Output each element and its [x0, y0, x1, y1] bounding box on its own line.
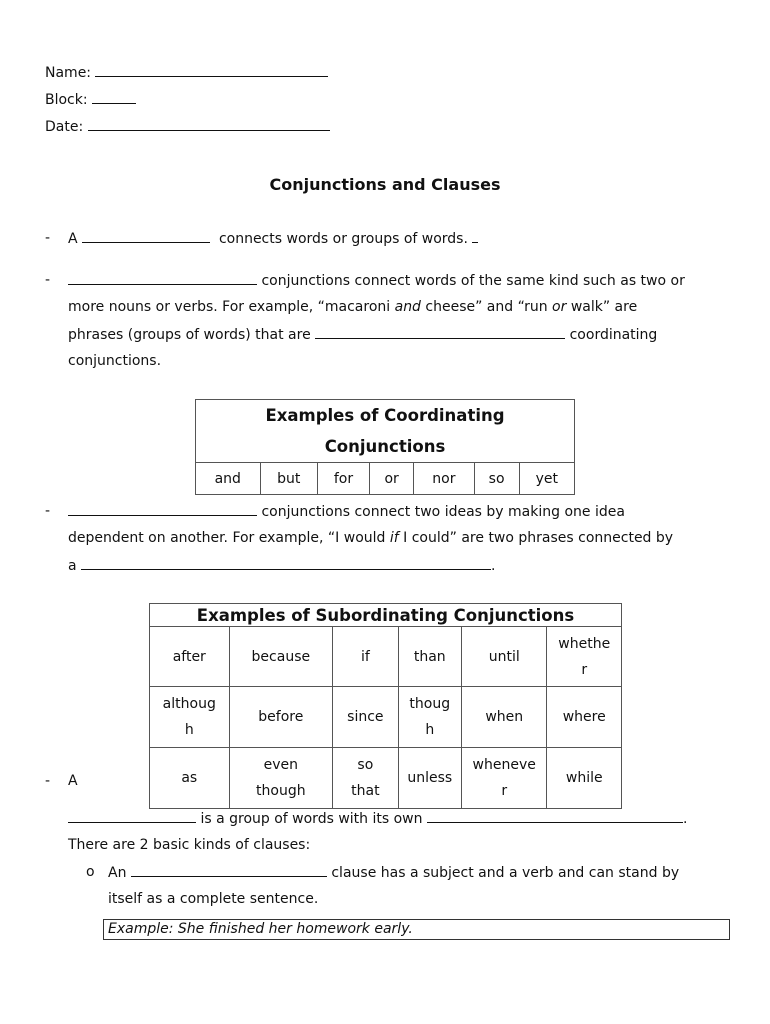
subordinating-cell: [547, 748, 622, 809]
section-4-blank-3[interactable]: [131, 862, 327, 877]
date-blank[interactable]: [88, 116, 330, 131]
section-2-line-4: conjunctions.: [68, 353, 162, 369]
subordinating-word-wrap: r: [581, 661, 588, 678]
section-4-sub-post: clause has a subject and a verb and can stand by: [331, 865, 680, 881]
section-2-line-3-post: coordinating: [569, 327, 658, 343]
coordinating-item: nor: [414, 463, 474, 495]
section-4-line-2: [68, 808, 687, 829]
section-4-blank-2[interactable]: [427, 808, 683, 823]
section-3-line-2: [68, 528, 673, 548]
subordinating-word-wrap: that: [351, 783, 380, 799]
subordinating-cell: [398, 748, 461, 809]
subordinating-word: as: [181, 770, 198, 786]
block-label: Block:: [45, 92, 88, 108]
subordinating-table-title: Examples of Subordinating Conjunctions: [150, 604, 622, 627]
page-title: Conjunctions and Clauses: [269, 175, 501, 194]
section-2-line-2-c: walk” are: [566, 299, 638, 315]
section-2-line-1: [68, 270, 685, 291]
subordinating-cell: [150, 627, 230, 687]
bullet-2: -: [45, 272, 51, 288]
subordinating-cell: [461, 748, 547, 809]
section-4-sub-pre: An: [108, 865, 127, 881]
block-blank[interactable]: [92, 89, 136, 104]
section-2-blank-1[interactable]: [68, 270, 257, 285]
section-3-line-3-pre: a: [68, 558, 77, 574]
subordinating-cell: [461, 627, 547, 687]
section-3-line-1-text: conjunctions connect two ideas by making one idea: [261, 504, 625, 520]
coordinating-table-title: [196, 400, 575, 463]
coordinating-title-line-2: Conjunctions: [324, 437, 446, 456]
section-4-blank-1[interactable]: [68, 808, 196, 823]
date-label: Date:: [45, 119, 84, 135]
section-2-line-3-pre: phrases (groups of words) that are: [68, 327, 311, 343]
coordinating-table: [195, 399, 575, 495]
subordinating-table: [149, 603, 622, 809]
subordinating-word: until: [488, 648, 520, 665]
name-label: Name:: [45, 65, 92, 81]
section-2-line-2-b: cheese” and “run: [420, 299, 553, 315]
subordinating-word: wheneve: [472, 757, 536, 773]
subordinating-word: althoug: [162, 696, 216, 712]
subordinating-word: after: [172, 648, 206, 665]
section-2-em-or: or: [552, 299, 567, 315]
section-4-sub-line-2: itself as a complete sentence.: [108, 891, 319, 907]
subordinating-row: [150, 748, 622, 809]
coordinating-item: so: [474, 463, 519, 495]
coordinating-item: but: [260, 463, 317, 495]
bullet-1: -: [45, 230, 51, 246]
subordinating-cell: [229, 687, 333, 748]
bullet-4: -: [45, 773, 51, 789]
section-2-line-1-text: conjunctions connect words of the same kind such as two or: [261, 273, 685, 289]
subordinating-word: whethe: [558, 635, 611, 652]
section-3-blank-2[interactable]: [81, 555, 491, 570]
section-3-line-2-a: dependent on another. For example, “I would: [68, 530, 390, 546]
coordinating-title-line-1: Examples of Coordinating: [265, 406, 505, 425]
subordinating-word: than: [413, 648, 446, 665]
subordinating-word: since: [347, 709, 384, 725]
section-4-line-2-text: is a group of words with its own: [200, 811, 423, 827]
subordinating-word: before: [258, 709, 304, 725]
subordinating-word-wrap: though: [256, 783, 306, 799]
coordinating-item: and: [196, 463, 261, 495]
section-3-blank-1[interactable]: [68, 501, 257, 516]
section-3-line-1: [68, 501, 625, 522]
sub-bullet-1: o: [86, 864, 95, 880]
name-blank[interactable]: [95, 62, 328, 77]
section-3-em-if: if: [389, 530, 399, 546]
example-box: Example: She finished her homework early.: [103, 919, 730, 940]
subordinating-word-wrap: h: [184, 722, 194, 738]
subordinating-row: [150, 687, 622, 748]
subordinating-word: where: [562, 709, 606, 725]
subordinating-cell: [333, 627, 398, 687]
section-2-line-3: [68, 324, 657, 345]
coordinating-item: or: [370, 463, 414, 495]
section-2-line-2-a: more nouns or verbs. For example, “macaroni: [68, 299, 395, 315]
subordinating-cell: [229, 627, 333, 687]
subordinating-cell: [398, 627, 461, 687]
section-1-pre: A: [68, 231, 78, 247]
subordinating-word: even: [263, 757, 299, 773]
section-1-blank[interactable]: [82, 228, 210, 243]
section-3-line-3: [68, 555, 496, 576]
subordinating-word: so: [357, 757, 374, 773]
block-line: [45, 89, 136, 110]
subordinating-cell: [333, 687, 398, 748]
section-2-line-2: [68, 297, 637, 317]
bullet-3: -: [45, 503, 51, 519]
section-4-sub-line-1: [108, 862, 679, 883]
subordinating-row: [150, 627, 622, 687]
subordinating-cell: [547, 687, 622, 748]
section-2-blank-2[interactable]: [315, 324, 565, 339]
subordinating-cell: [398, 687, 461, 748]
subordinating-word-wrap: h: [425, 722, 435, 738]
subordinating-cell: [229, 748, 333, 809]
subordinating-cell: [461, 687, 547, 748]
subordinating-word: because: [251, 648, 311, 665]
section-4-line-3: There are 2 basic kinds of clauses:: [68, 837, 311, 853]
subordinating-word-wrap: r: [501, 783, 508, 799]
name-line: [45, 62, 328, 83]
section-4-line-2-end: .: [682, 811, 688, 827]
subordinating-word: unless: [407, 770, 453, 786]
section-3-line-2-b: I could” are two phrases connected by: [398, 530, 674, 546]
section-3-line-3-post: .: [491, 558, 496, 574]
section-1-post: connects words or groups of words.: [218, 231, 468, 247]
subordinating-word: when: [485, 709, 524, 725]
date-line: [45, 116, 330, 137]
coordinating-item: yet: [519, 463, 574, 495]
subordinating-word: thoug: [409, 696, 451, 712]
subordinating-cell: [333, 748, 398, 809]
coordinating-item: for: [317, 463, 369, 495]
section-2-em-and: and: [394, 299, 421, 315]
subordinating-word: while: [565, 770, 603, 786]
section-4-pre: A: [68, 773, 78, 789]
subordinating-cell: [150, 687, 230, 748]
subordinating-word: if: [360, 648, 370, 665]
section-1-trailing-blank: [472, 228, 478, 243]
subordinating-cell: [150, 748, 230, 809]
subordinating-cell: [547, 627, 622, 687]
section-1-text: [68, 228, 478, 249]
